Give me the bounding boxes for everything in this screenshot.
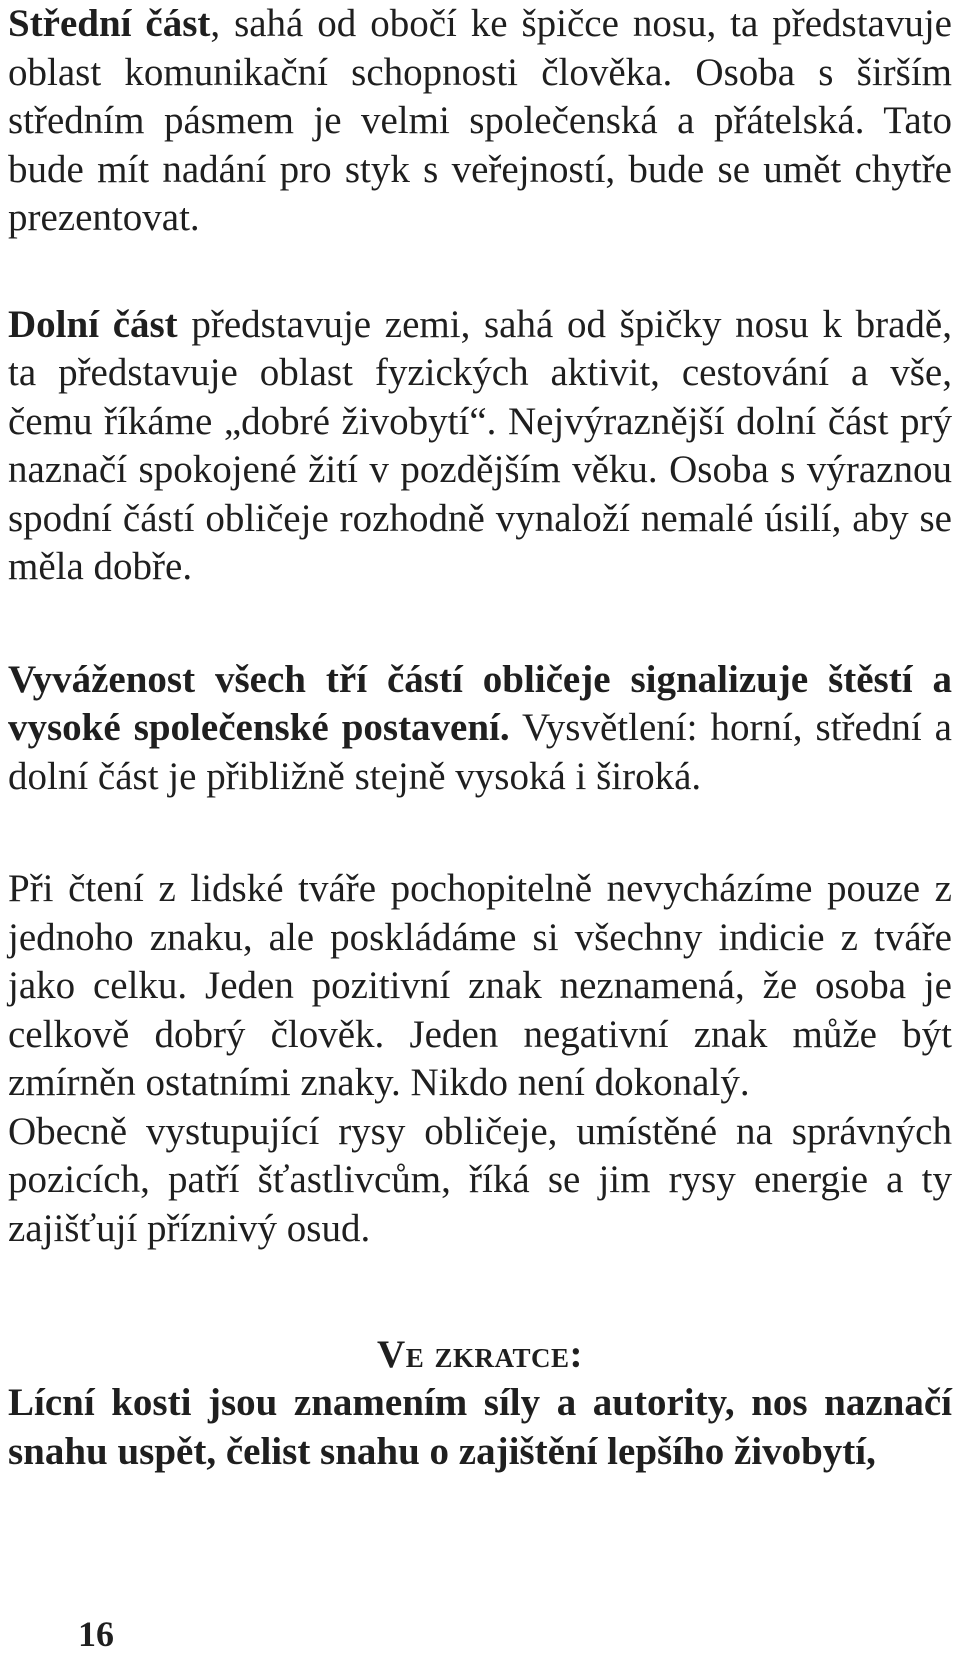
paragraph-middle-part bbox=[8, 0, 952, 243]
term-balance: Vyváženost všech tří částí obličeje signalizuje štěstí a vysoké společenské postavení. bbox=[8, 657, 952, 749]
page-content bbox=[8, 0, 952, 1476]
paragraph-balance bbox=[8, 656, 952, 802]
paragraph-lower-part-text: představuje zemi, sahá od špičky nosu k bradě, ta představuje oblast fyzických aktivit, cestování a vše, čemu říkáme „dobré živobytí“. Nejvýraznější dolní část prý naznačí spokojené žití v pozdějším věku. Osoba s výraznou spodní částí obličeje rozhodně vynaloží nemalé úsilí, aby se měla dobře. bbox=[8, 302, 952, 588]
paragraph-lower-part bbox=[8, 301, 952, 592]
paragraph-reading-face: Při čtení z lidské tváře pochopitelně nevycházíme pouze z jednoho znaku, ale poskládáme si všechny indicie z tváře jako celku. Jeden pozitivní znak neznamená, že osoba je celkově dobrý člověk. Jeden negativní znak může být zmírněn ostatními znaky. Nikdo není dokonalý. bbox=[8, 867, 952, 1104]
summary-text: Lícní kosti jsou znamením síly a autority, nos naznačí snahu uspět, čelist snahu o zajištění lepšího živobytí, bbox=[8, 1381, 952, 1473]
summary-heading: Ve zkratce: bbox=[377, 1333, 583, 1376]
term-middle-part: Střední část bbox=[8, 2, 211, 45]
term-lower-part: Dolní část bbox=[8, 302, 178, 346]
paragraph-balance-text: Vysvětlení: horní, střední a dolní část je přibližně stejně vysoká i široká. bbox=[8, 706, 952, 798]
paragraph-middle-part-text: , sahá od obočí ke špičce nosu, ta představuje oblast komunikační schopnosti člověka. Osoba s širším středním pásmem je velmi společenská a přátelská. Tato bude mít nadání pro styk s veřejností, bude se umět chytře prezentovat. bbox=[8, 2, 952, 239]
page-number: 16 bbox=[78, 1614, 114, 1654]
paragraph-energy-features: Obecně vystupující rysy obličeje, umístěné na správných pozicích, patří šťastlivcům, říká se jim rysy energie a ty zajišťují příznivý osud. bbox=[8, 1109, 952, 1250]
